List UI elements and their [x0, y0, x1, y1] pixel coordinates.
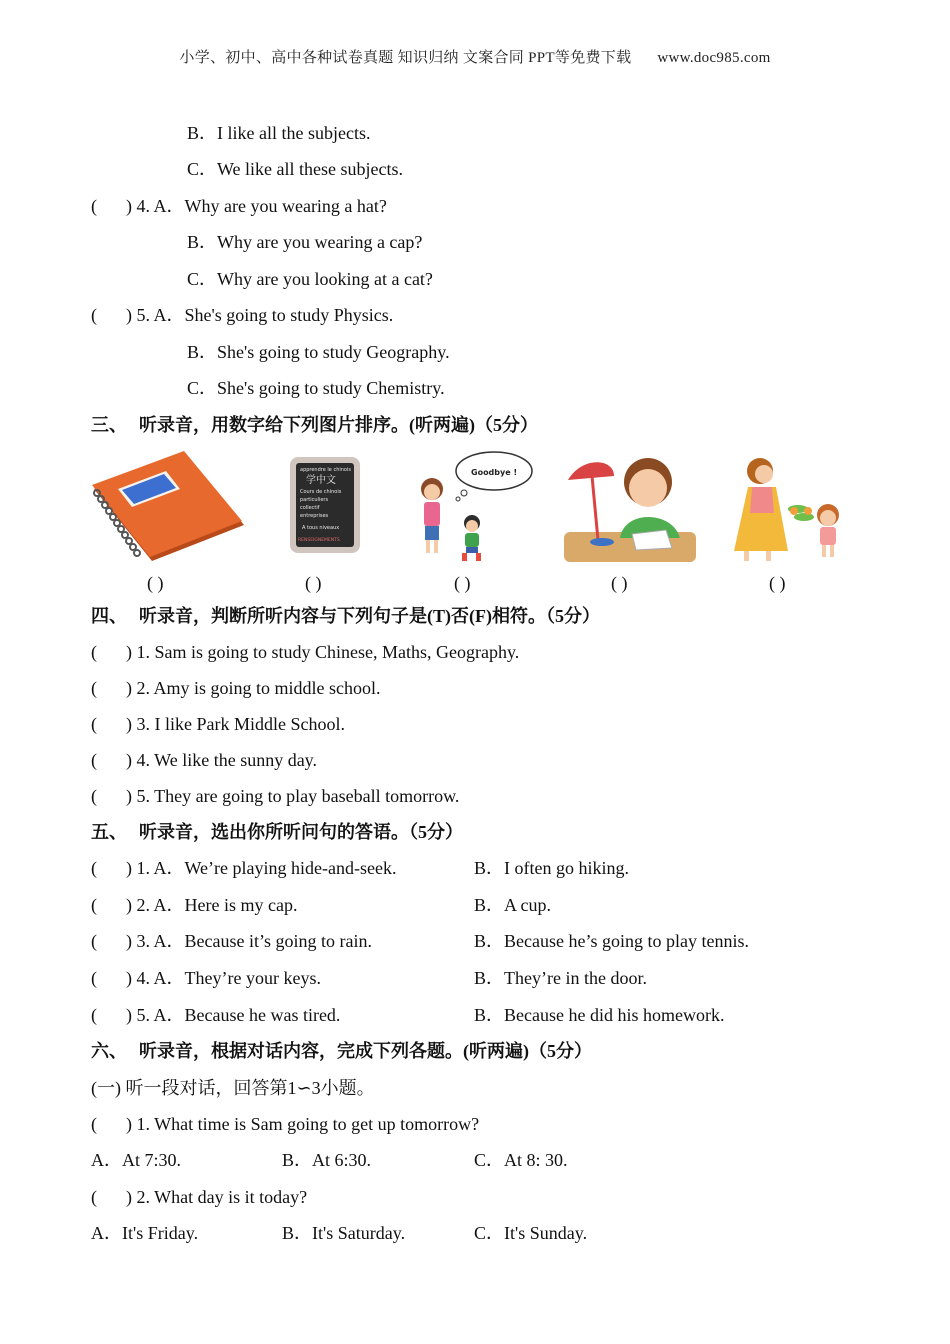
mother-daughter-picture	[726, 455, 852, 563]
q3-option-b: B．I like all the subjects.	[187, 123, 371, 143]
answer-paren[interactable]: (	[91, 1005, 97, 1025]
answer-paren[interactable]: (	[91, 931, 97, 951]
mc-question-1: ( ) 1. What time is Sam going to get up tomorrow?	[91, 1114, 480, 1134]
answer-paren[interactable]: (	[91, 196, 97, 216]
answer-paren[interactable]: (	[91, 786, 97, 806]
chalkboard-picture	[288, 455, 362, 555]
goodbye-picture	[414, 447, 534, 565]
option-c: C．At 8: 30.	[474, 1150, 568, 1170]
board-line-7: A tous niveaux	[302, 525, 340, 531]
order-blank-3[interactable]: ( )	[454, 573, 471, 593]
tf-item: ( ) 1. Sam is going to study Chinese, Maths, Geography.	[91, 642, 520, 662]
response-item: ( ) 3. A．Because it’s going to rain. B．Because he’s going to play tennis.	[91, 931, 749, 951]
tf-item: ( ) 2. Amy is going to middle school.	[91, 678, 381, 698]
answer-paren[interactable]: (	[91, 858, 97, 878]
q4-option-a: ) 4. A．Why are you wearing a hat?	[126, 196, 387, 216]
option-a: A．It's Friday.	[91, 1223, 199, 1243]
mc-options-1	[91, 1149, 871, 1171]
section3-heading: 三、 听录音，用数字给下列图片排序。(听两遍)（5分）	[91, 415, 538, 435]
order-blank-2[interactable]: ( )	[305, 573, 322, 593]
header-url: www.doc985.com	[657, 50, 771, 66]
answer-paren[interactable]: (	[91, 1187, 97, 1207]
section5-heading: 五、 听录音，选出你所听问句的答语。（5分）	[91, 822, 463, 842]
q4-option-b: B．Why are you wearing a cap?	[187, 232, 423, 252]
answer-paren[interactable]: (	[91, 678, 97, 698]
mc-question-2: ( ) 2. What day is it today?	[91, 1187, 308, 1207]
section6-subheading: (一) 听一段对话，回答第1∽3小题。	[91, 1078, 375, 1098]
q5-line	[91, 304, 393, 326]
answer-paren[interactable]: (	[91, 714, 97, 734]
homework-picture	[562, 452, 698, 564]
option-b: B．It's Saturday.	[282, 1223, 406, 1243]
tf-item: ( ) 4. We like the sunny day.	[91, 750, 318, 770]
q4-line	[91, 195, 387, 217]
q3-option-c: C．We like all these subjects.	[187, 159, 403, 179]
response-item: ( ) 4. A．They’re your keys. B．They’re in the door.	[91, 968, 647, 988]
notebook-picture	[88, 447, 248, 565]
section4-heading: 四、 听录音，判断所听内容与下列句子是(T)否(F)相符。（5分）	[91, 606, 600, 626]
answer-paren[interactable]: (	[91, 895, 97, 915]
answer-paren[interactable]: (	[91, 968, 97, 988]
bubble-text: Goodbye !	[471, 468, 518, 477]
page-header	[0, 46, 950, 67]
answer-paren[interactable]: (	[91, 305, 97, 325]
header-text: 小学、初中、高中各种试卷真题 知识归纳 文案合同 PPT等免费下载	[179, 50, 632, 66]
order-blank-4[interactable]: ( )	[611, 573, 628, 593]
response-item: ( ) 1. A．We’re playing hide-and-seek. B．I often go hiking.	[91, 858, 629, 878]
tf-item: ( ) 5. They are going to play baseball tomorrow.	[91, 786, 460, 806]
option-c: C．It's Sunday.	[474, 1223, 588, 1243]
board-line-3: Cours de chinois	[300, 489, 342, 495]
q5-option-b: B．She's going to study Geography.	[187, 342, 450, 362]
option-b: B．At 6:30.	[282, 1150, 372, 1170]
board-line-1: apprendre le chinois	[300, 467, 351, 473]
board-line-5: collectif	[300, 505, 320, 511]
mc-options-2	[91, 1222, 871, 1244]
response-item: ( ) 5. A．Because he was tired. B．Because he did his homework.	[91, 1005, 725, 1025]
q5-option-a: ) 5. A．She's going to study Physics.	[126, 305, 394, 325]
order-blank-5[interactable]: ( )	[769, 573, 786, 593]
response-item: ( ) 2. A．Here is my cap. B．A cup.	[91, 895, 552, 915]
q5-option-c: C．She's going to study Chemistry.	[187, 378, 445, 398]
section6-heading: 六、 听录音，根据对话内容，完成下列各题。(听两遍)（5分）	[91, 1041, 592, 1061]
board-line-2: 学中文	[306, 475, 336, 486]
order-blank-1[interactable]: ( )	[147, 573, 164, 593]
answer-paren[interactable]: (	[91, 1114, 97, 1134]
option-a: A．At 7:30.	[91, 1150, 181, 1170]
board-line-4: particuliers	[300, 497, 329, 503]
answer-paren[interactable]: (	[91, 642, 97, 662]
q4-option-c: C．Why are you looking at a cat?	[187, 269, 433, 289]
board-line-8: RENSEIGNEMENTS	[298, 538, 340, 543]
tf-item: ( ) 3. I like Park Middle School.	[91, 714, 345, 734]
answer-paren[interactable]: (	[91, 750, 97, 770]
board-line-6: entreprises	[300, 513, 329, 519]
